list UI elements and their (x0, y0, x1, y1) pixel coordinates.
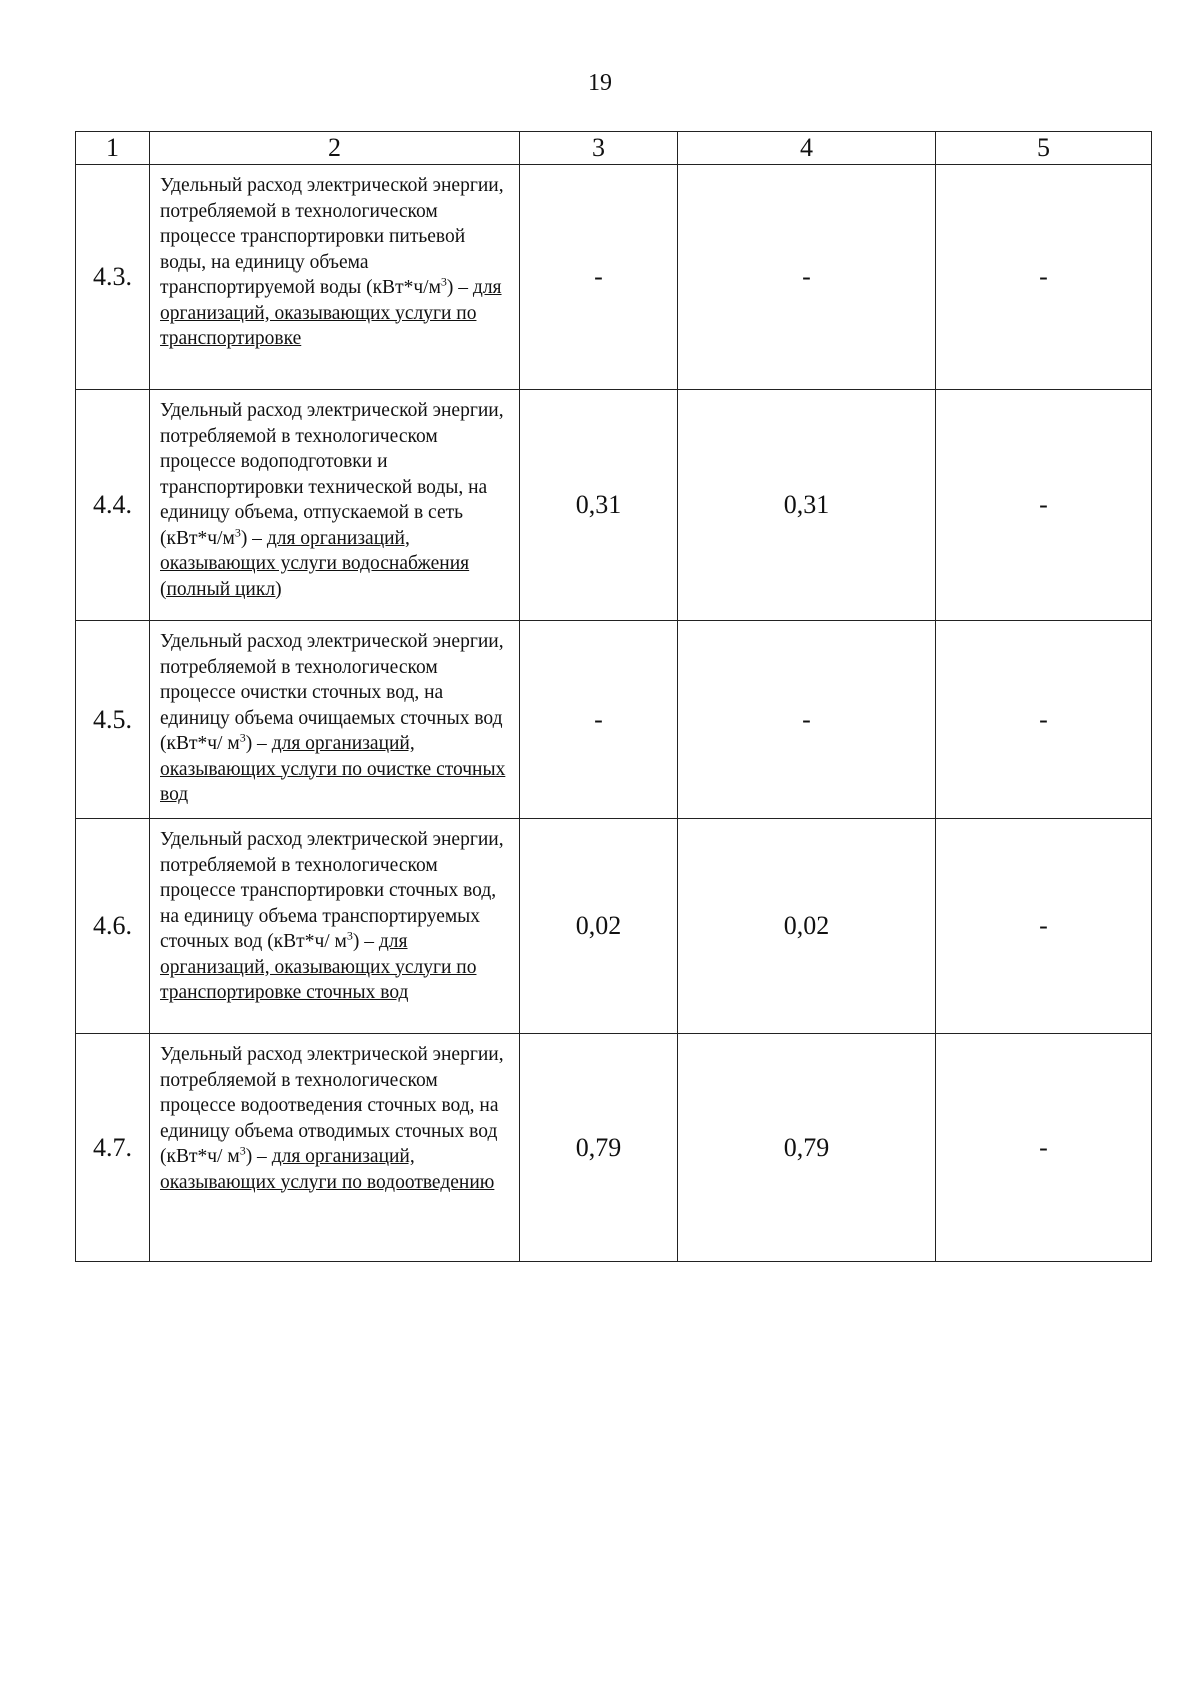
value-col-5: - (936, 165, 1152, 390)
value-col-3: - (520, 165, 678, 390)
row-number: 4.7. (76, 1034, 150, 1262)
description-connector: ) – (352, 931, 379, 952)
description-text: Удельный расход электрической энергии, потребляемой в технологическом процессе транспортировки сточных вод, на единицу объема транспортируемых сточных вод (кВт*ч/ м (160, 829, 504, 952)
row-description (150, 165, 520, 390)
page-number: 19 (588, 70, 612, 96)
superscript: 3 (234, 525, 241, 539)
table-row (76, 819, 1152, 1034)
value-col-5: - (936, 819, 1152, 1034)
table-row (76, 621, 1152, 819)
table-row (76, 390, 1152, 621)
header-col-3: 3 (520, 132, 678, 165)
value-col-3: 0,31 (520, 390, 678, 621)
table-row (76, 165, 1152, 390)
row-number: 4.5. (76, 621, 150, 819)
value-col-4: 0,02 (678, 819, 936, 1034)
value-col-5: - (936, 390, 1152, 621)
superscript: 3 (239, 730, 246, 745)
value-col-4: 0,79 (678, 1034, 936, 1262)
description-underlined: для организаций, оказывающих услуги по транспортировке (160, 277, 502, 349)
value-col-4: 0,31 (678, 390, 936, 621)
value-col-3: 0,79 (520, 1034, 678, 1262)
description-underlined: для организаций, оказывающих услуги водоснабжения (полный цикл) (160, 527, 470, 600)
header-col-5: 5 (936, 132, 1152, 165)
header-col-2: 2 (150, 132, 520, 165)
header-col-4: 4 (678, 132, 936, 165)
description-underlined: для организаций, оказывающих услуги по водоотведению (160, 1146, 495, 1193)
description-text: Удельный расход электрической энергии, потребляемой в технологическом процессе водоотведения сточных вод, на единицу объема отводимых сточных вод (кВт*ч/ м (160, 1044, 504, 1167)
row-description (150, 1034, 520, 1262)
description-connector: ) – (245, 1146, 272, 1167)
description-text: Удельный расход электрической энергии, потребляемой в технологическом процессе водоподготовки и транспортировки технической воды, на единицу объема, отпускаемой в сеть (кВт*ч/м (160, 400, 504, 549)
value-col-5: - (936, 621, 1152, 819)
description-connector: ) – (245, 733, 272, 754)
superscript: 3 (440, 274, 447, 289)
row-number: 4.6. (76, 819, 150, 1034)
row-number: 4.4. (76, 390, 150, 621)
row-description (150, 819, 520, 1034)
row-description (150, 621, 520, 819)
header-col-1: 1 (76, 132, 150, 165)
row-description (150, 390, 520, 621)
value-col-3: - (520, 621, 678, 819)
superscript: 3 (346, 928, 353, 943)
description-connector: ) – (446, 277, 473, 298)
description-text: Удельный расход электрической энергии, потребляемой в технологическом процессе транспортировки питьевой воды, на единицу объема транспортируемой воды (кВт*ч/м (160, 175, 504, 298)
description-text: Удельный расход электрической энергии, потребляемой в технологическом процессе очистки сточных вод, на единицу объема очищаемых сточных вод (кВт*ч/ м (160, 631, 504, 754)
description-underlined: для организаций, оказывающих услуги по транспортировке сточных вод (160, 931, 477, 1003)
value-col-5: - (936, 1034, 1152, 1262)
indicators-table (75, 131, 1152, 1262)
description-connector: ) – (240, 527, 267, 549)
row-number: 4.3. (76, 165, 150, 390)
description-underlined: для организаций, оказывающих услуги по очистке сточных вод (160, 733, 506, 805)
value-col-3: 0,02 (520, 819, 678, 1034)
table-header-row (76, 132, 1152, 165)
value-col-4: - (678, 165, 936, 390)
table-row (76, 1034, 1152, 1262)
superscript: 3 (239, 1143, 246, 1158)
value-col-4: - (678, 621, 936, 819)
